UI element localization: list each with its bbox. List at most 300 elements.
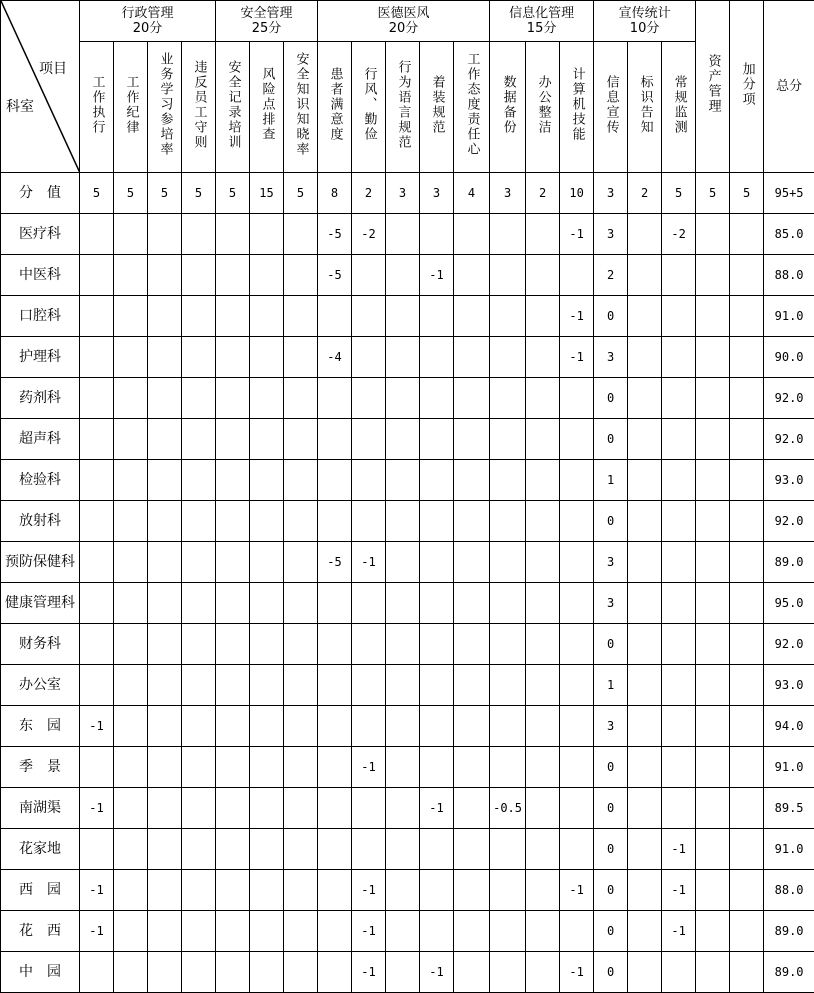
score-cell [730,296,764,337]
score-cell [182,378,216,419]
score-cell [386,911,420,952]
score-cell [662,788,696,829]
total-cell: 85.0 [764,214,814,255]
subheader-cell: 标识告知 [628,42,662,173]
score-cell [250,337,284,378]
score-cell [80,583,114,624]
score-cell [80,460,114,501]
score-cell [696,706,730,747]
score-cell [80,419,114,460]
table-row [1,706,814,747]
score-cell [284,788,318,829]
score-cell [80,337,114,378]
score-cell [148,870,182,911]
score-value: 5 [696,173,730,214]
score-cell [628,419,662,460]
score-cell [420,870,454,911]
score-cell: 0 [594,829,628,870]
score-cell [730,214,764,255]
table-row [1,460,814,501]
score-cell [284,952,318,993]
score-cell [420,296,454,337]
score-cell [526,870,560,911]
score-cell: -2 [662,214,696,255]
score-cell: 3 [594,583,628,624]
score-cell [662,952,696,993]
score-cell [696,542,730,583]
score-cell [148,501,182,542]
score-cell [250,583,284,624]
score-cell: -0.5 [490,788,526,829]
score-cell [526,460,560,501]
score-cell [662,501,696,542]
score-cell [284,378,318,419]
total-cell: 89.0 [764,542,814,583]
dept-name: 检验科 [1,460,80,501]
score-cell [490,952,526,993]
score-cell [696,911,730,952]
score-cell [730,911,764,952]
score-cell [628,460,662,501]
dept-name: 放射科 [1,501,80,542]
score-cell [386,706,420,747]
score-cell: -1 [80,911,114,952]
score-cell [490,706,526,747]
score-cell [114,460,148,501]
score-cell [80,952,114,993]
total-cell: 88.0 [764,870,814,911]
score-cell [182,419,216,460]
score-cell [352,255,386,296]
score-cell [352,665,386,706]
table-row [1,829,814,870]
score-cell [730,952,764,993]
score-cell [490,829,526,870]
total-cell: 91.0 [764,296,814,337]
score-cell [662,460,696,501]
score-cell [386,542,420,583]
score-cell [216,829,250,870]
table-row [1,583,814,624]
score-cell [526,419,560,460]
total-cell: 89.0 [764,952,814,993]
score-cell [696,624,730,665]
score-cell [352,501,386,542]
table-row [1,542,814,583]
score-cell [250,460,284,501]
score-cell [628,337,662,378]
score-cell [80,214,114,255]
total-cell: 88.0 [764,255,814,296]
score-cell [662,583,696,624]
subheader-cell: 着装规范 [420,42,454,173]
score-cell [696,337,730,378]
score-cell [696,255,730,296]
score-cell [420,583,454,624]
score-cell [352,829,386,870]
score-cell [490,255,526,296]
score-cell [454,952,490,993]
table-row [1,378,814,419]
score-cell [526,296,560,337]
score-cell [216,624,250,665]
score-cell [490,460,526,501]
total-cell: 95.0 [764,583,814,624]
score-cell [284,460,318,501]
score-cell [696,296,730,337]
score-cell [216,255,250,296]
score-cell: 0 [594,911,628,952]
score-cell: -1 [352,952,386,993]
score-value: 3 [594,173,628,214]
corner-cell [1,1,80,173]
score-value: 2 [628,173,662,214]
score-value: 5 [284,173,318,214]
score-cell [318,788,352,829]
score-value: 2 [352,173,386,214]
score-cell [696,583,730,624]
score-cell [284,706,318,747]
score-cell [284,624,318,665]
score-cell: 1 [594,665,628,706]
score-cell [318,583,352,624]
score-cell [318,870,352,911]
table-row [1,296,814,337]
table-row [1,911,814,952]
score-cell: 0 [594,788,628,829]
total-cell: 92.0 [764,624,814,665]
score-cell: 3 [594,706,628,747]
total-cell: 90.0 [764,337,814,378]
score-cell [318,829,352,870]
score-cell [454,583,490,624]
score-cell [454,624,490,665]
score-cell [284,419,318,460]
total-cell: 91.0 [764,829,814,870]
score-cell [730,624,764,665]
total-cell: 89.5 [764,788,814,829]
dept-name: 预防保健科 [1,542,80,583]
score-cell [114,952,148,993]
score-cell [148,214,182,255]
score-cell [386,296,420,337]
score-cell [114,214,148,255]
score-cell [454,337,490,378]
score-value: 8 [318,173,352,214]
score-cell [352,460,386,501]
score-cell [628,911,662,952]
score-cell [420,419,454,460]
score-cell: 3 [594,214,628,255]
score-cell [216,706,250,747]
score-cell [454,501,490,542]
dept-name: 花 西 [1,911,80,952]
score-cell [318,665,352,706]
score-cell: -1 [662,829,696,870]
score-cell: -5 [318,255,352,296]
score-cell [250,747,284,788]
score-cell [216,337,250,378]
score-cell: 0 [594,419,628,460]
score-cell [352,378,386,419]
score-cell: 0 [594,870,628,911]
score-cell [454,665,490,706]
total-header: 总分 [764,1,814,173]
score-cell [454,296,490,337]
table-row [1,255,814,296]
score-cell: 0 [594,624,628,665]
total-cell: 92.0 [764,501,814,542]
score-cell [216,788,250,829]
score-cell [662,255,696,296]
score-cell [318,952,352,993]
score-cell [114,501,148,542]
score-cell [114,419,148,460]
score-cell [490,542,526,583]
score-cell: -1 [80,788,114,829]
score-cell [114,378,148,419]
subheader-cell: 安全记录培训 [216,42,250,173]
table-row [1,952,814,993]
score-cell [80,747,114,788]
score-cell: 0 [594,296,628,337]
score-cell [560,583,594,624]
score-cell [80,501,114,542]
score-value: 5 [182,173,216,214]
group-header: 宣传统计 10分 [594,1,696,42]
score-value: 15 [250,173,284,214]
score-cell [490,214,526,255]
score-cell [628,747,662,788]
score-cell [662,419,696,460]
score-cell [80,624,114,665]
score-cell [182,952,216,993]
score-cell [386,829,420,870]
score-cell [148,296,182,337]
score-cell [628,296,662,337]
score-cell [454,255,490,296]
dept-name: 医疗科 [1,214,80,255]
score-cell: -4 [318,337,352,378]
score-cell [352,337,386,378]
score-cell [420,542,454,583]
score-cell [318,378,352,419]
score-cell [148,337,182,378]
table-row [1,624,814,665]
score-cell [318,296,352,337]
dept-name: 中医科 [1,255,80,296]
score-cell [182,624,216,665]
score-cell [490,296,526,337]
score-cell [560,419,594,460]
score-cell [454,706,490,747]
score-cell [114,911,148,952]
score-cell [182,911,216,952]
score-cell [284,747,318,788]
score-cell [284,870,318,911]
table-row [1,870,814,911]
score-cell [386,747,420,788]
score-cell [730,788,764,829]
score-cell [182,747,216,788]
score-cell: -5 [318,214,352,255]
score-cell [148,378,182,419]
score-cell [526,706,560,747]
score-cell [526,214,560,255]
score-cell [730,870,764,911]
score-cell [216,460,250,501]
score-cell [730,378,764,419]
subheader-cell: 患者满意度 [318,42,352,173]
score-cell: 0 [594,747,628,788]
score-cell [490,911,526,952]
score-value: 5 [80,173,114,214]
dept-name: 西 园 [1,870,80,911]
score-cell [182,706,216,747]
score-cell [730,706,764,747]
score-cell [526,378,560,419]
score-cell [420,911,454,952]
subheader-cell: 风险点排查 [250,42,284,173]
score-cell [216,296,250,337]
score-cell [628,501,662,542]
subheader-cell: 行为语言规范 [386,42,420,173]
dept-name: 超声科 [1,419,80,460]
score-value: 10 [560,173,594,214]
score-cell [628,378,662,419]
score-label: 分 值 [1,173,80,214]
score-cell [420,747,454,788]
score-cell [696,952,730,993]
score-cell [284,255,318,296]
score-cell [490,378,526,419]
score-cell [628,706,662,747]
score-cell [114,583,148,624]
subheader-cell: 信息宣传 [594,42,628,173]
score-value: 5 [730,173,764,214]
score-cell [114,624,148,665]
score-cell [114,870,148,911]
score-cell [730,829,764,870]
score-cell [526,747,560,788]
subheader-cell: 工作执行 [80,42,114,173]
score-value: 5 [114,173,148,214]
score-cell: -1 [352,747,386,788]
score-cell [696,747,730,788]
group-header: 医德医风 20分 [318,1,490,42]
score-cell [628,255,662,296]
score-cell [662,542,696,583]
dept-name: 办公室 [1,665,80,706]
total-cell: 93.0 [764,460,814,501]
score-cell [250,501,284,542]
subheader-cell: 安全知识知晓率 [284,42,318,173]
corner-dept-label: 科室 [6,99,34,115]
score-cell [148,911,182,952]
score-cell [148,419,182,460]
score-cell: 1 [594,460,628,501]
score-cell [182,542,216,583]
score-cell [490,747,526,788]
score-cell: -2 [352,214,386,255]
score-cell [284,583,318,624]
score-cell [182,214,216,255]
score-cell [386,624,420,665]
score-cell [386,337,420,378]
dept-name: 健康管理科 [1,583,80,624]
score-cell [318,747,352,788]
score-cell: -5 [318,542,352,583]
score-cell [420,460,454,501]
score-cell [662,747,696,788]
group-header: 行政管理 20分 [80,1,216,42]
score-cell [628,788,662,829]
score-cell [216,747,250,788]
score-cell [730,542,764,583]
score-cell [148,460,182,501]
bonus-header: 加分项 [730,1,764,173]
score-cell [216,911,250,952]
score-cell [182,337,216,378]
score-cell [560,501,594,542]
score-cell [490,624,526,665]
score-cell [216,214,250,255]
table-row [1,747,814,788]
score-cell [250,706,284,747]
score-value: 4 [454,173,490,214]
score-cell [526,665,560,706]
score-cell [696,665,730,706]
score-cell [148,624,182,665]
score-cell [250,419,284,460]
score-cell: -1 [662,870,696,911]
score-cell: 2 [594,255,628,296]
score-cell [420,706,454,747]
score-cell [662,378,696,419]
score-cell [182,583,216,624]
score-cell [250,665,284,706]
score-value: 5 [216,173,250,214]
score-cell [182,296,216,337]
score-cell [148,255,182,296]
score-cell [696,829,730,870]
dept-name: 护理科 [1,337,80,378]
score-value: 3 [490,173,526,214]
total-cell: 92.0 [764,419,814,460]
corner-item-label: 项目 [39,61,67,77]
score-cell [250,542,284,583]
score-cell [386,460,420,501]
score-cell [114,829,148,870]
score-cell [420,501,454,542]
score-cell [662,665,696,706]
score-cell [216,501,250,542]
dept-name: 季 景 [1,747,80,788]
score-cell [114,542,148,583]
score-row [1,173,814,214]
score-cell [454,911,490,952]
score-cell [352,419,386,460]
score-value: 95+5 [764,173,814,214]
score-cell [114,255,148,296]
score-cell [662,337,696,378]
score-cell: -1 [560,296,594,337]
score-cell [526,788,560,829]
score-cell [628,624,662,665]
score-cell [386,255,420,296]
dept-name: 药剂科 [1,378,80,419]
score-cell [490,870,526,911]
